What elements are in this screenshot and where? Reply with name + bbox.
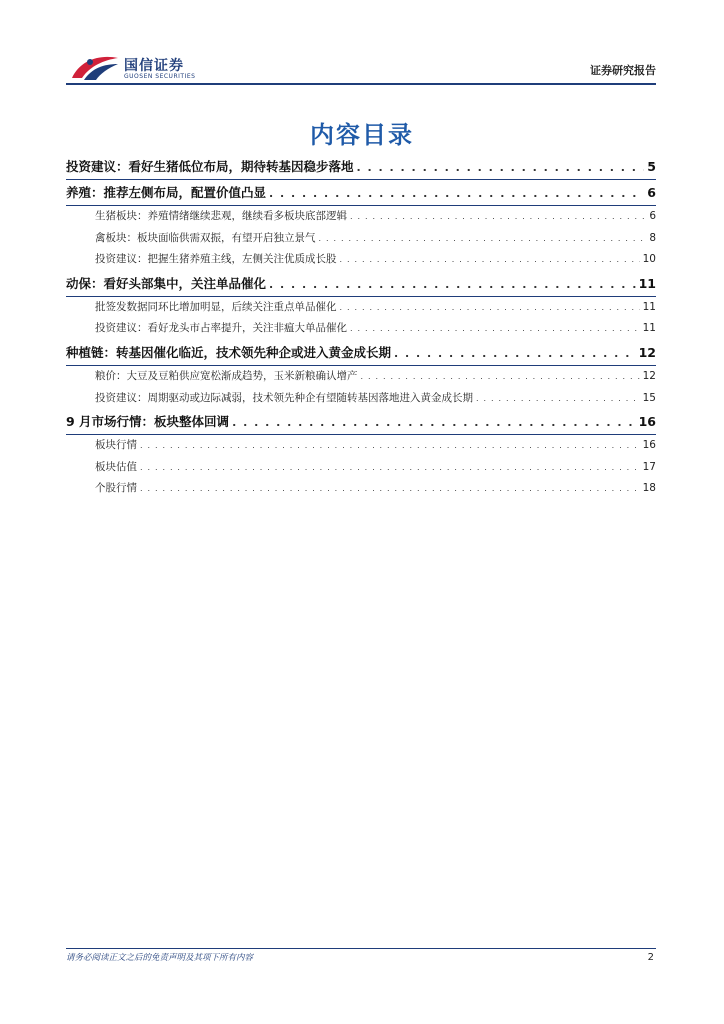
- toc-entry-page: 5: [647, 159, 656, 174]
- toc-entry-page: 15: [642, 391, 656, 404]
- toc-subsection-entry[interactable]: [66, 206, 656, 228]
- toc-subsection-entry[interactable]: [66, 228, 656, 250]
- toc-entry-title: 投资建议：周期驱动或边际减弱，技术领先种企有望随转基因落地进入黄金成长期: [95, 391, 473, 404]
- toc-entry-page: 6: [647, 185, 656, 200]
- logo-chinese-name: 国信证券: [124, 58, 184, 74]
- page-header: [0, 0, 724, 90]
- toc-section-entry[interactable]: [66, 272, 656, 297]
- toc-dot-leader: [140, 435, 640, 457]
- toc-dot-leader: [232, 411, 636, 435]
- toc-dot-leader: [269, 273, 636, 297]
- toc-subsection-entry[interactable]: [66, 249, 656, 271]
- guosen-logo: [70, 52, 230, 86]
- toc-entry-title: 投资建议：看好生猪低位布局，期待转基因稳步落地: [66, 159, 354, 174]
- toc-entry-title: 9 月市场行情：板块整体回调: [66, 414, 230, 430]
- header-divider: [66, 83, 656, 85]
- toc-entry-page: 11: [642, 322, 656, 335]
- toc-entry-page: 11: [638, 275, 656, 291]
- toc-entry-title: 批签发数据同环比增加明显，后续关注重点单品催化: [95, 300, 337, 313]
- toc-section-entry[interactable]: [66, 410, 656, 435]
- toc-subsection-entry[interactable]: [66, 366, 656, 388]
- toc-entry-title: 投资建议：把握生猪养殖主线，左侧关注优质成长股: [95, 253, 337, 266]
- toc-dot-leader: [319, 228, 647, 250]
- disclaimer-note: 请务必阅读正文之后的免责声明及其项下所有内容: [66, 953, 254, 963]
- toc-section-entry[interactable]: [66, 181, 656, 206]
- toc-dot-leader: [140, 478, 640, 500]
- toc-dot-leader: [357, 156, 645, 180]
- toc-dot-leader: [340, 249, 640, 271]
- toc-entry-title: 投资建议：看好龙头市占率提升，关注非瘟大单品催化: [95, 322, 347, 335]
- toc-dot-leader: [140, 457, 640, 479]
- toc-subsection-entry[interactable]: [66, 435, 656, 457]
- toc-entry-title: 动保：看好头部集中，关注单品催化: [66, 275, 267, 291]
- toc-entry-page: 10: [642, 253, 656, 266]
- toc-entry-title: 禽板块：板块面临供需双振，有望开启独立景气: [95, 231, 316, 244]
- toc-subsection-entry[interactable]: [66, 318, 656, 340]
- toc-dot-leader: [340, 297, 640, 319]
- toc-dot-leader: [269, 182, 644, 206]
- toc-title: 内容目录: [310, 121, 414, 149]
- toc-subsection-entry[interactable]: [66, 457, 656, 479]
- toc-dot-leader: [476, 388, 640, 410]
- toc-subsection-entry[interactable]: [66, 388, 656, 410]
- toc-entry-title: 生猪板块：养殖情绪继续悲观，继续看多板块底部逻辑: [95, 210, 347, 222]
- toc-section-entry[interactable]: [66, 341, 656, 366]
- toc-entry-page: 12: [642, 369, 656, 382]
- toc-entry-page: 17: [642, 460, 656, 473]
- logo-english-name: GUOSEN SECURITIES: [124, 73, 196, 80]
- toc-entry-page: 6: [649, 210, 656, 222]
- table-of-contents: [66, 154, 656, 500]
- toc-section-entry[interactable]: [66, 155, 656, 180]
- toc-dot-leader: [350, 206, 646, 228]
- toc-subsection-entry[interactable]: [66, 478, 656, 500]
- toc-subsection-entry[interactable]: [66, 297, 656, 319]
- toc-entry-title: 养殖：推荐左侧布局，配置价值凸显: [66, 185, 267, 200]
- toc-entry-title: 个股行情: [95, 482, 137, 495]
- report-type-label: 证券研究报告: [590, 64, 656, 77]
- toc-entry-page: 16: [638, 414, 656, 430]
- toc-dot-leader: [350, 318, 640, 340]
- toc-dot-leader: [361, 366, 640, 388]
- toc-dot-leader: [394, 342, 636, 366]
- toc-entry-page: 12: [638, 344, 656, 360]
- toc-entry-title: 粮价：大豆及豆粕供应宽松渐成趋势，玉米新粮确认增产: [95, 369, 358, 382]
- toc-entry-page: 11: [642, 300, 656, 313]
- logo-mark-icon: [70, 52, 120, 82]
- toc-entry-title: 板块行情: [95, 439, 137, 452]
- toc-entry-page: 8: [649, 231, 656, 244]
- footer-divider: [66, 948, 656, 949]
- toc-entry-title: 板块估值: [95, 460, 137, 473]
- toc-entry-page: 18: [642, 482, 656, 495]
- toc-entry-page: 16: [642, 439, 656, 452]
- toc-entry-title: 种植链：转基因催化临近，技术领先种企或进入黄金成长期: [66, 344, 392, 360]
- page-number: 2: [647, 952, 654, 963]
